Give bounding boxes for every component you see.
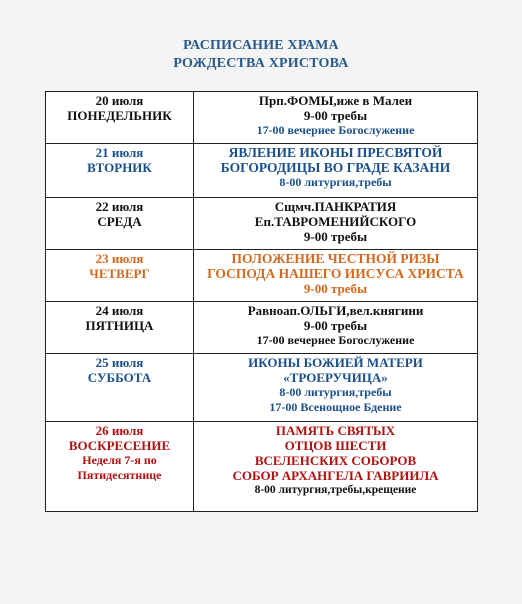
service-cell: [194, 144, 478, 198]
day-weekday: ВТОРНИК: [87, 160, 152, 175]
schedule-row-wednesday: [46, 198, 478, 250]
day-date: 26 июля: [95, 423, 144, 438]
sunday-note: Неделя 7-я по: [82, 453, 157, 467]
day-date: 21 июля: [95, 145, 144, 160]
service-time: 8-00 литургия,требы,крещение: [254, 484, 417, 496]
feast-name: ПАМЯТЬ СВЯТЫХ: [275, 423, 396, 438]
day-cell: [46, 144, 194, 198]
day-weekday: ВОСКРЕСЕНИЕ: [68, 438, 171, 453]
day-cell: [46, 198, 194, 250]
service-cell: [194, 302, 478, 354]
day-cell: [46, 422, 194, 512]
schedule-row-saturday: [46, 354, 478, 422]
feast-name: ЯВЛЕНИЕ ИКОНЫ ПРЕСВЯТОЙ: [228, 145, 443, 160]
service-time: 9-00 требы: [303, 318, 368, 333]
service-time: 9-00 требы: [303, 229, 368, 244]
feast-name: ИКОНЫ БОЖИЕЙ МАТЕРИ: [248, 355, 423, 370]
page-title-line1: РАСПИСАНИЕ ХРАМА: [183, 38, 339, 53]
service-time: 9-00 требы: [303, 108, 368, 123]
day-cell: [46, 250, 194, 302]
service-time: 17-00 вечернее Богослужение: [256, 123, 415, 137]
day-date: 23 июля: [95, 251, 144, 266]
day-weekday: СУББОТА: [87, 370, 152, 385]
page-title-line2: РОЖДЕСТВА ХРИСТОВА: [173, 56, 349, 71]
day-date: 22 июля: [95, 199, 144, 214]
schedule-table: [45, 91, 478, 512]
day-date: 20 июля: [95, 93, 144, 108]
feast-name: «ТРОЕРУЧИЦА»: [283, 370, 388, 385]
day-cell: [46, 354, 194, 422]
service-time: 17-00 Всенощное Бдение: [269, 400, 402, 414]
day-weekday: ПОНЕДЕЛЬНИК: [67, 108, 172, 123]
feast-name: Прп.ФОМЫ,иже в Малеи: [258, 93, 413, 108]
feast-name: ОТЦОВ ШЕСТИ: [284, 438, 387, 453]
feast-name: ВСЕЛЕНСКИХ СОБОРОВ: [254, 453, 417, 468]
service-cell: [194, 198, 478, 250]
service-time: 17-00 вечернее Богослужение: [256, 333, 415, 347]
service-time: 8-00 литургия,требы: [279, 385, 392, 399]
feast-name: ПОЛОЖЕНИЕ ЧЕСТНОЙ РИЗЫ: [231, 251, 440, 266]
day-cell: [46, 92, 194, 144]
schedule-row-sunday: [46, 422, 478, 512]
service-cell: [194, 250, 478, 302]
service-time: 8-00 литургия,требы: [279, 175, 392, 189]
sunday-note: Пятидесятнице: [77, 468, 162, 482]
feast-name: Еп.ТАВРОМЕНИЙСКОГО: [254, 214, 417, 229]
schedule-row-friday: [46, 302, 478, 354]
day-date: 24 июля: [95, 303, 144, 318]
schedule-row-tuesday: [46, 144, 478, 198]
feast-name: Равноап.ОЛЬГИ,вел.княгини: [247, 303, 424, 318]
schedule-row-monday: [46, 92, 478, 144]
feast-name: БОГОРОДИЦЫ ВО ГРАДЕ КАЗАНИ: [220, 160, 451, 175]
day-weekday: СРЕДА: [97, 214, 142, 229]
service-time: 9-00 требы: [303, 281, 368, 296]
feast-name: СОБОР АРХАНГЕЛА ГАВРИИЛА: [232, 468, 439, 483]
service-cell: [194, 422, 478, 512]
schedule-row-thursday: [46, 250, 478, 302]
feast-name: ГОСПОДА НАШЕГО ИИСУСА ХРИСТА: [207, 266, 464, 281]
day-weekday: ПЯТНИЦА: [85, 318, 154, 333]
service-cell: [194, 92, 478, 144]
day-cell: [46, 302, 194, 354]
day-date: 25 июля: [95, 355, 144, 370]
day-weekday: ЧЕТВЕРГ: [89, 266, 150, 281]
service-cell: [194, 354, 478, 422]
feast-name: Сщмч.ПАНКРАТИЯ: [274, 199, 397, 214]
